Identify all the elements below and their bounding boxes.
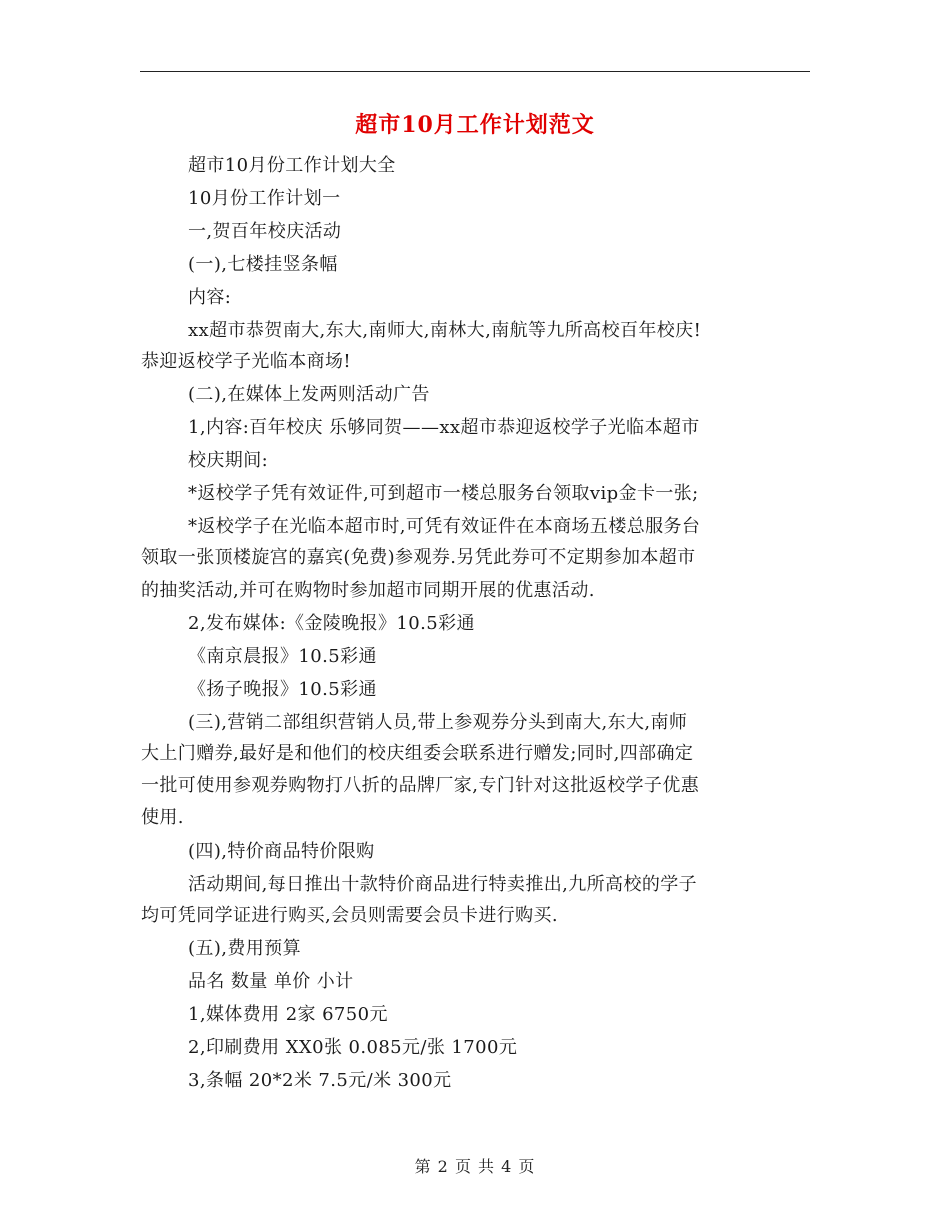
body-line: 超市10月份工作计划大全 <box>188 155 396 176</box>
body-line: 使用. <box>141 807 184 828</box>
body-line: 校庆期间: <box>188 450 269 471</box>
body-line: 大上门赠券,最好是和他们的校庆组委会联系进行赠发;同时,四部确定 <box>141 743 694 764</box>
body-line: 一批可使用参观券购物打八折的品牌厂家,专门针对这批返校学子优惠 <box>141 775 700 796</box>
body-line: 活动期间,每日推出十款特价商品进行特卖推出,九所高校的学子 <box>188 874 698 895</box>
body-line: 3,条幅 20*2米 7.5元/米 300元 <box>188 1070 452 1091</box>
body-line: (四),特价商品特价限购 <box>188 841 375 862</box>
body-line: 均可凭同学证进行购买,会员则需要会员卡进行购买. <box>141 905 559 926</box>
body-line: 恭迎返校学子光临本商场! <box>141 351 352 372</box>
page-number: 第 2 页 共 4 页 <box>414 1157 536 1176</box>
header-rule <box>140 71 810 72</box>
body-line: 领取一张顶楼旋宫的嘉宾(免费)参观券.另凭此券可不定期参加本超市 <box>141 547 696 568</box>
body-line: *返校学子凭有效证件,可到超市一楼总服务台领取vip金卡一张; <box>188 483 699 504</box>
body-line: (五),费用预算 <box>188 938 301 959</box>
body-line: 《扬子晚报》10.5彩通 <box>188 679 377 700</box>
body-line: 1,媒体费用 2家 6750元 <box>188 1004 388 1025</box>
body-line: 一,贺百年校庆活动 <box>188 221 342 242</box>
body-line: 10月份工作计划一 <box>188 188 341 209</box>
body-line: 的抽奖活动,并可在购物时参加超市同期开展的优惠活动. <box>141 580 595 601</box>
body-line: (一),七楼挂竖条幅 <box>188 254 338 275</box>
document-title: 超市10月工作计划范文 <box>355 112 595 138</box>
body-line: 2,印刷费用 XX0张 0.085元/张 1700元 <box>188 1037 518 1058</box>
body-line: 内容: <box>188 287 232 308</box>
body-line: 品名 数量 单价 小计 <box>188 971 354 992</box>
body-line: (二),在媒体上发两则活动广告 <box>188 384 430 405</box>
body-line: (三),营销二部组织营销人员,带上参观券分头到南大,东大,南师 <box>188 712 688 733</box>
body-line: 1,内容:百年校庆 乐够同贺——xx超市恭迎返校学子光临本超市 <box>188 417 700 438</box>
body-line: 2,发布媒体:《金陵晚报》10.5彩通 <box>188 613 475 634</box>
body-line: 《南京晨报》10.5彩通 <box>188 646 377 667</box>
body-line: xx超市恭贺南大,东大,南师大,南林大,南航等九所高校百年校庆! <box>188 320 702 341</box>
body-line: *返校学子在光临本超市时,可凭有效证件在本商场五楼总服务台 <box>188 516 701 537</box>
